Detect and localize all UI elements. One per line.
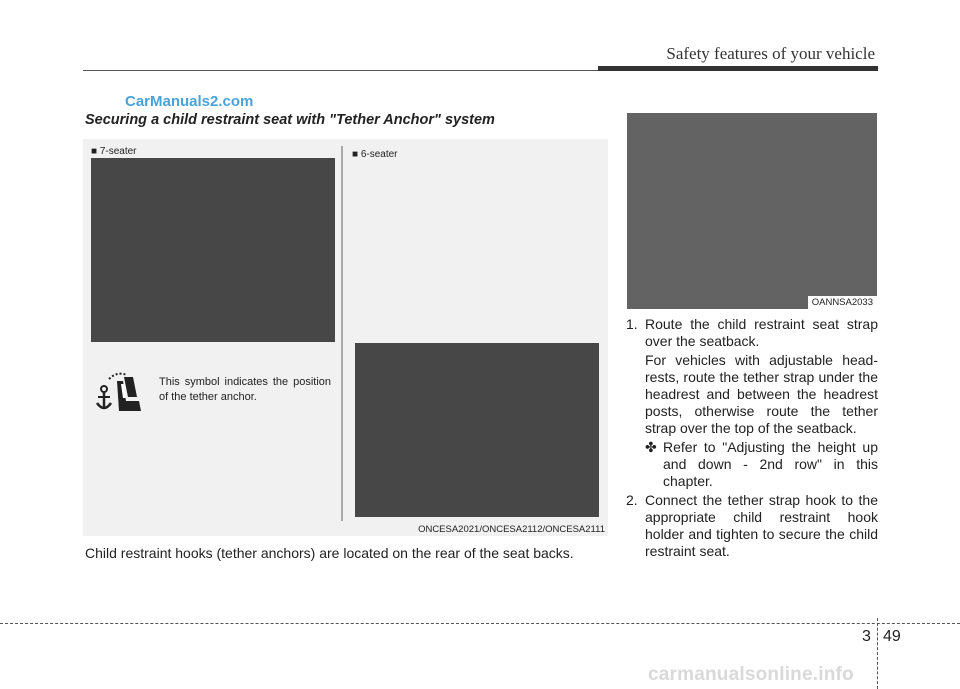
tether-anchor-icon (95, 367, 147, 415)
seven-seater-label: ■ 7-seater (91, 146, 137, 157)
anchor-caption: This symbol indicates the position of the tether anchor. (159, 376, 331, 403)
watermark-top: CarManuals2.com (125, 93, 254, 110)
tether-photo (627, 113, 877, 309)
step-number: 1. (626, 316, 638, 332)
footer-rule (0, 623, 960, 624)
six-seater-image (355, 343, 599, 517)
step-text: Connect the tether strap hook to the appropriate child restraint hook holder and tighten to secure the child restraint seat. (645, 492, 878, 559)
header-rule-accent (598, 66, 878, 71)
body-paragraph: Child restraint hooks (tether anchors) are located on the rear of the seat backs. (85, 545, 574, 561)
note-text: Refer to "Adjusting the height up and down - 2nd row" in this chapter. (663, 439, 878, 489)
figure-code: ONCESA2021/ONCESA2112/ONCESA2111 (418, 524, 605, 535)
note-marker-icon: ✤ (645, 439, 657, 455)
figure-divider (341, 146, 343, 521)
watermark-bottom: carmanualsonline.info (648, 664, 854, 685)
seven-seater-image (91, 158, 335, 342)
section-title: Securing a child restraint seat with "Tether Anchor" system (85, 112, 495, 128)
six-seater-label: ■ 6-seater (352, 149, 398, 160)
step-text: Route the child restraint seat strap over the seatback. (645, 316, 878, 349)
instruction-steps (626, 316, 878, 562)
step-1 (626, 316, 878, 490)
step-note (645, 439, 878, 490)
step-number: 2. (626, 492, 638, 508)
step-subtext: For vehicles with adjustable head-rests, route the tether strap under the headrest and between the headrest posts, otherwise route the tether strap over the top of the seatback. (645, 352, 878, 436)
footer-divider (877, 618, 878, 689)
chapter-number: 3 (862, 628, 871, 645)
photo-code: OANNSA2033 (808, 296, 877, 309)
header-title: Safety features of your vehicle (666, 44, 875, 63)
page-number: 49 (883, 628, 901, 645)
step-2 (626, 492, 878, 560)
header-rule (83, 70, 603, 71)
